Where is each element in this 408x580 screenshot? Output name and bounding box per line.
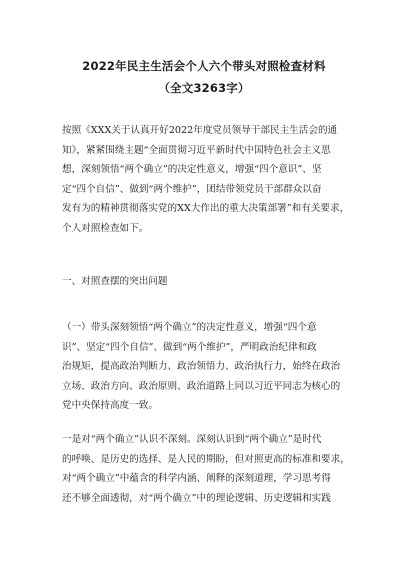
paragraph-line: 党中央保持高度一致。	[62, 400, 158, 411]
paragraph-line: 对“两个确立”中蕴含的科学内涵、阐释的深刻道理，学习思考得	[62, 473, 331, 484]
paragraph-line: 立场、政治方向、政治原则、政治道路上同以习近平同志为核心的	[62, 380, 341, 392]
paragraph-line: 一是对“两个确立”认识不深刻。深刻认识到“两个确立”是时代	[62, 434, 322, 445]
intro-paragraph	[62, 121, 362, 238]
paragraph-line: 治规矩，提高政治判断力、政治领悟力、政治执行力，始终在政治	[62, 361, 341, 372]
paragraph-line: 按照《XXX关于认真开好2022年度党员领导干部民主生活会的通	[62, 125, 338, 136]
paragraph-line: 发有为的精神贯彻落实党的XX大作出的重大决策部署”和有关要求，	[62, 203, 350, 214]
paragraph-line: 还不够全面透彻，对“两个确立”中的理论逻辑、历史逻辑和实践	[62, 492, 331, 504]
paragraph-line: 定“四个自信”、做到“两个维护”，团结带领党员干部群众以奋	[62, 183, 322, 195]
paragraph-line: 个人对照检查如下。	[62, 222, 149, 234]
body-paragraph	[62, 430, 362, 508]
paragraph-line: （一）带头深刻领悟“两个确立”的决定性意义，增强“四个意	[62, 322, 317, 333]
document-subtitle: （全文3263字）	[158, 81, 250, 95]
section-heading-text: 一、对照查摆的突出问题	[62, 276, 168, 287]
paragraph-line: 识”、坚定“四个自信”、做到“两个维护”，严明政治纪律和政	[62, 341, 317, 353]
paragraph-line: 的呼唤、是历史的选择、是人民的期盼，但对照更高的标准和要求，	[62, 453, 350, 465]
paragraph-line: 知》，紧紧围绕主题“全面贯彻习近平新时代中国特色社会主义思	[62, 144, 331, 156]
paragraph-line: 想，深刻领悟“两个确立”的决定性意义，增强“四个意识”、坚	[62, 164, 322, 175]
section-heading	[62, 272, 362, 292]
subsection-paragraph	[62, 318, 362, 416]
document-title: 2022年民主生活会个人六个带头对照检查材料	[82, 59, 326, 73]
